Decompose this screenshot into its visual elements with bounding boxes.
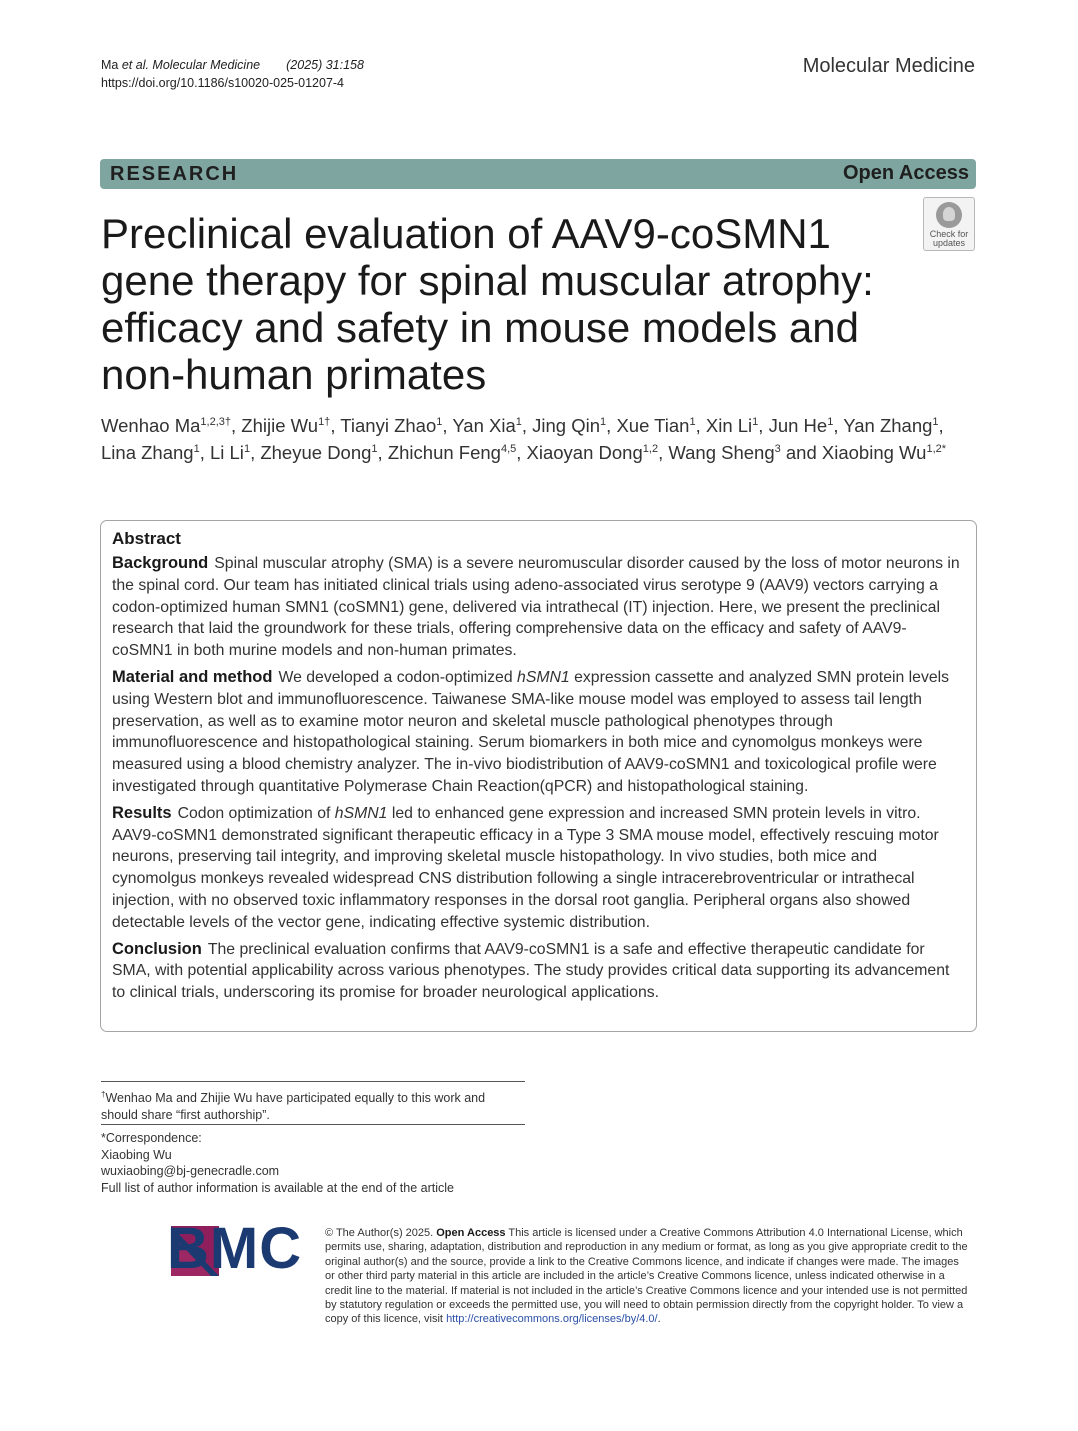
results-text-a: Codon optimization of bbox=[177, 804, 335, 822]
author-separator: , bbox=[442, 415, 453, 436]
methods-text-b: expression cassette and analyzed SMN protein levels using Western blot and immunofluorescence. Taiwanese SMA-like mouse model was employed to assess tail length preservation, as well as to examine motor neuron and skeletal muscle pathological phenotypes through immunofluorescence and histopathological staining. Serum biomarkers in both mice and cynomolgus monkeys were measured using a blood chemistry analyzer. The in-vivo biodistribution of AAV9-coSMN1 and toxicological profile were investigated through quantitative Polymerase Chain Reaction(qPCR) and histopathological staining. bbox=[112, 668, 950, 795]
author-affiliation: 1 bbox=[371, 442, 378, 455]
license-link[interactable]: http://creativecommons.org/licenses/by/4.0/ bbox=[446, 1313, 658, 1326]
bmc-logo-text: BMC bbox=[167, 1216, 303, 1281]
author bbox=[340, 415, 442, 436]
license-end: . bbox=[657, 1313, 661, 1326]
author-separator: , bbox=[250, 442, 261, 463]
correspondence-footnote bbox=[101, 1124, 525, 1196]
author bbox=[210, 442, 250, 463]
author-separator: , bbox=[377, 442, 388, 463]
citation-line bbox=[101, 56, 364, 74]
author-separator: , bbox=[521, 415, 533, 436]
conclusion-label: Conclusion bbox=[112, 939, 202, 958]
author-separator: , bbox=[516, 442, 527, 463]
author-separator: , bbox=[938, 415, 944, 436]
citation-journal: et al. Molecular Medicine bbox=[121, 58, 261, 72]
author-name: Yan Xia bbox=[452, 415, 516, 436]
author-affiliation: 1 bbox=[827, 415, 834, 428]
author-affiliation: 1 bbox=[193, 442, 200, 455]
author bbox=[241, 415, 330, 436]
author bbox=[388, 442, 516, 463]
equal-contribution-text: Wenhao Ma and Zhijie Wu have participated equally to this work and should share “first authorship”. bbox=[101, 1091, 486, 1122]
author-affiliation: 1 bbox=[515, 415, 522, 428]
check-for-updates-line1: Check for bbox=[929, 229, 969, 239]
author bbox=[706, 415, 758, 436]
author-name: Jing Qin bbox=[532, 415, 601, 436]
abstract-conclusion bbox=[112, 939, 965, 1004]
author-name: Zheyue Dong bbox=[260, 442, 372, 463]
license-open-access: Open Access bbox=[436, 1227, 506, 1239]
article-title: Preclinical evaluation of AAV9-coSMN1 gene therapy for spinal muscular atrophy: efficacy and safety in mouse models and non-human primates bbox=[101, 210, 874, 398]
author-name: Xiaobing Wu bbox=[821, 442, 927, 463]
results-gene: hSMN1 bbox=[334, 804, 388, 822]
citation-header bbox=[101, 56, 364, 92]
open-access-label: Open Access bbox=[843, 162, 969, 184]
author-name: Li Li bbox=[209, 442, 244, 463]
equal-contribution-footnote bbox=[101, 1081, 525, 1123]
author-name: Xue Tian bbox=[616, 415, 690, 436]
author-affiliation: 3 bbox=[774, 442, 781, 455]
abstract-background bbox=[112, 553, 965, 662]
author-name: Yan Zhang bbox=[843, 415, 933, 436]
author-name: Jun He bbox=[768, 415, 828, 436]
author-name: Zhichun Feng bbox=[387, 442, 501, 463]
methods-gene: hSMN1 bbox=[517, 668, 570, 686]
author-name: Tianyi Zhao bbox=[340, 415, 437, 436]
author bbox=[101, 442, 200, 463]
conclusion-text: The preclinical evaluation confirms that AAV9-coSMN1 is a safe and effective therapeutic candidate for SMA, with potential applicability across various phenotypes. The study provides critical data supporting its advancement to clinical trials, underscoring its promise for broader neurological applications. bbox=[112, 940, 950, 1002]
correspondence-email[interactable]: wuxiaobing@bj-genecradle.com bbox=[101, 1164, 280, 1178]
author bbox=[101, 415, 231, 436]
results-text-b: led to enhanced gene expression and increased SMN protein levels in vitro. AAV9-coSMN1 demonstrated significant therapeutic efficacy in a Type 3 SMA mouse model, effectively rescuing motor neurons, preserving tail integrity, and improving skeletal muscle histopathology. In vivo studies, both mice and cynomolgus monkeys revealed widespread CNS distribution following a single intracerebroventricular or intrathecal injection, with no observed toxic inflammatory responses in the dorsal root ganglia. Peripheral organs also showed detectable levels of the vector gene, indicating effective systemic distribution. bbox=[112, 804, 939, 931]
author bbox=[260, 442, 377, 463]
check-for-updates-badge[interactable] bbox=[923, 197, 975, 251]
author-affiliation: 1 bbox=[436, 415, 443, 428]
author-affiliation: 4,5 bbox=[500, 442, 517, 455]
abstract-box bbox=[100, 520, 977, 1032]
methods-label: Material and method bbox=[112, 667, 273, 686]
author bbox=[843, 415, 938, 436]
bookmark-icon bbox=[936, 202, 962, 228]
author-affiliation: 1,2* bbox=[926, 442, 947, 455]
author bbox=[668, 442, 780, 463]
journal-name: Molecular Medicine bbox=[802, 55, 975, 77]
abstract-heading: Abstract bbox=[112, 529, 181, 548]
author-affiliation: 1 bbox=[752, 415, 759, 428]
doi-link[interactable]: https://doi.org/10.1186/s10020-025-01207-4 bbox=[101, 76, 345, 90]
author-separator: , bbox=[758, 415, 769, 436]
author-affiliation: 1,2 bbox=[642, 442, 659, 455]
author-separator: , bbox=[330, 415, 341, 436]
author-info-note: Full list of author information is available at the end of the article bbox=[101, 1180, 454, 1195]
abstract-results bbox=[112, 803, 965, 934]
author-affiliation: 1† bbox=[318, 415, 331, 428]
license-statement bbox=[325, 1226, 970, 1327]
copyright-prefix: © The Author(s) 2025. bbox=[325, 1227, 434, 1239]
correspondence-label: *Correspondence: bbox=[101, 1131, 202, 1145]
author bbox=[452, 415, 522, 436]
author-name: Xin Li bbox=[705, 415, 753, 436]
author bbox=[616, 415, 695, 436]
author-affiliation: 1 bbox=[689, 415, 696, 428]
background-label: Background bbox=[112, 554, 209, 572]
license-text: This article is licensed under a Creative Commons Attribution 4.0 International License, which permits use, sharing, adaptation, distribution and reproduction in any medium or format, as long as you give appropriate credit to the original author(s) and the source, provide a link to the Creative Commons licence, and indicate if changes were made. The images or other third party material in this article are included in the article’s Creative Commons licence, unless indicated otherwise in a credit line to the material. If material is not included in the article’s Creative Commons licence and your intended use is not permitted by statutory regulation or exceeds the permitted use, you will need to obtain permission directly from the copyright holder. To view a copy of this licence, visit bbox=[325, 1227, 968, 1326]
dagger-mark: † bbox=[101, 1090, 106, 1099]
author-name: Wenhao Ma bbox=[101, 415, 201, 436]
author-separator: , bbox=[231, 415, 242, 436]
citation-author: Ma bbox=[101, 58, 119, 72]
author-separator: , bbox=[695, 415, 706, 436]
methods-text-a: We developed a codon-optimized bbox=[278, 668, 518, 686]
article-type-bar bbox=[100, 159, 976, 189]
results-label: Results bbox=[112, 803, 172, 822]
author-affiliation: 1 bbox=[932, 415, 939, 428]
author bbox=[527, 442, 659, 463]
author bbox=[822, 442, 946, 463]
abstract-methods bbox=[112, 667, 965, 798]
author-affiliation: 1,2,3† bbox=[200, 415, 232, 428]
author-name: Wang Sheng bbox=[668, 442, 775, 463]
author-separator: , bbox=[606, 415, 617, 436]
author-affiliation: 1 bbox=[600, 415, 607, 428]
author-separator: , bbox=[199, 442, 210, 463]
author-separator: and bbox=[780, 442, 822, 463]
author-separator: , bbox=[658, 442, 669, 463]
author-separator: , bbox=[833, 415, 844, 436]
author-name: Lina Zhang bbox=[101, 442, 194, 463]
correspondence-name: Xiaobing Wu bbox=[101, 1147, 172, 1162]
check-for-updates-line2: updates bbox=[932, 238, 966, 248]
author-name: Xiaoyan Dong bbox=[526, 442, 643, 463]
citation-year-volume: (2025) 31:158 bbox=[286, 58, 364, 72]
author bbox=[769, 415, 834, 436]
background-text: Spinal muscular atrophy (SMA) is a severe neuromuscular disorder caused by the loss of motor neurons in the spinal cord. Our team has initiated clinical trials using adeno-associated virus serotype 9 (AAV9) vectors carrying a codon-optimized human SMN1 (coSMN1) gene, delivered via intrathecal (IT) injection. Here, we present the preclinical research that laid the groundwork for these trials, offering comprehensive data on the efficacy and safety of AAV9-coSMN1 in both murine models and non-human primates. bbox=[112, 555, 960, 660]
author-list bbox=[101, 412, 981, 466]
author bbox=[532, 415, 606, 436]
article-type-label: RESEARCH bbox=[110, 163, 239, 185]
author-affiliation: 1 bbox=[243, 442, 251, 455]
author-name: Zhijie Wu bbox=[241, 415, 319, 436]
